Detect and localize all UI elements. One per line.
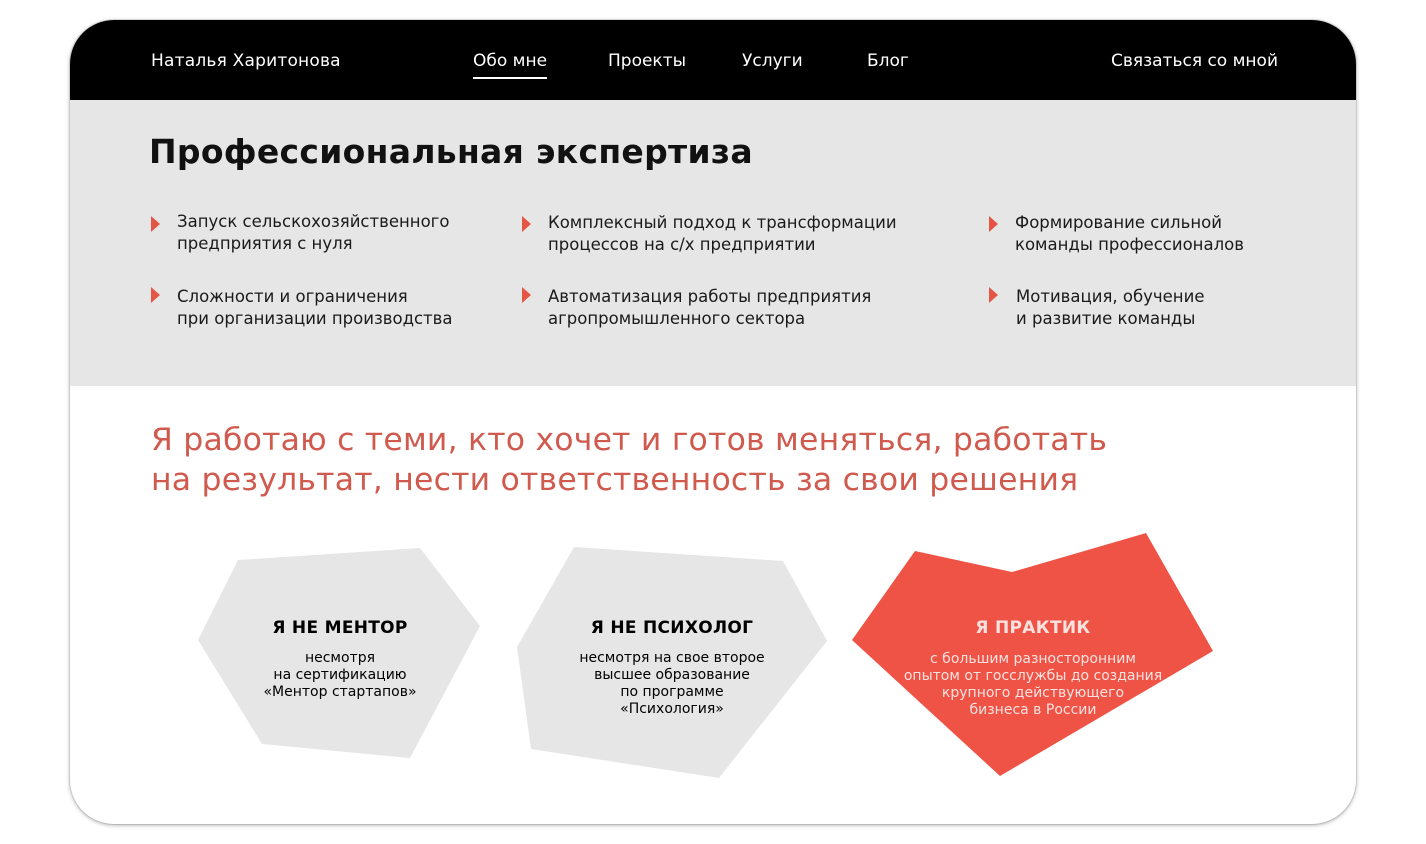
expertise-item: Сложности и ограничения при организации производства <box>177 287 453 328</box>
card-text: с большим разносторонним опытом от госслужбы до создания крупного действующего бизнеса в России <box>903 651 1163 718</box>
card-not-mentor <box>198 548 482 760</box>
triangle-bullet-icon <box>151 216 160 232</box>
expertise-item: Мотивация, обучение и развитие команды <box>1016 287 1205 328</box>
top-navigation <box>70 20 1356 100</box>
nav-item-blog[interactable]: Блог <box>867 51 909 71</box>
triangle-bullet-icon <box>989 287 998 303</box>
triangle-bullet-icon <box>151 287 160 303</box>
page-frame <box>70 20 1356 824</box>
expertise-item: Комплексный подход к трансформации процессов на с/х предприятии <box>548 213 897 254</box>
expertise-item: Формирование сильной команды профессионалов <box>1015 213 1244 254</box>
card-title: Я НЕ МЕНТОР <box>272 618 408 638</box>
expertise-item: Запуск сельскохозяйственного предприятия с нуля <box>177 212 450 253</box>
mission-statement: Я работаю с теми, кто хочет и готов меняться, работать на результат, нести ответственность за свои решения <box>151 422 1108 498</box>
nav-item-about[interactable]: Обо мне <box>473 51 548 71</box>
card-title: Я ПРАКТИК <box>975 618 1091 638</box>
card-title: Я НЕ ПСИХОЛОГ <box>590 618 754 638</box>
triangle-bullet-icon <box>989 216 998 232</box>
card-not-psychologist <box>517 547 827 779</box>
card-text: несмотря на свое второе высшее образование по программе «Психология» <box>579 650 765 717</box>
expertise-section <box>70 100 1356 386</box>
brand-name[interactable]: Наталья Харитонова <box>151 51 341 71</box>
nav-item-projects[interactable]: Проекты <box>608 51 687 71</box>
nav-item-services[interactable]: Услуги <box>742 51 803 71</box>
card-text: несмотря на сертификацию «Ментор стартапов» <box>263 650 417 700</box>
expertise-item: Автоматизация работы предприятия агропромышленного сектора <box>548 287 872 328</box>
card-practitioner <box>852 533 1214 777</box>
triangle-bullet-icon <box>522 216 531 232</box>
triangle-bullet-icon <box>522 287 531 303</box>
section-title: Профессиональная экспертиза <box>149 132 753 171</box>
contact-me-link[interactable]: Связаться со мной <box>1110 51 1278 71</box>
